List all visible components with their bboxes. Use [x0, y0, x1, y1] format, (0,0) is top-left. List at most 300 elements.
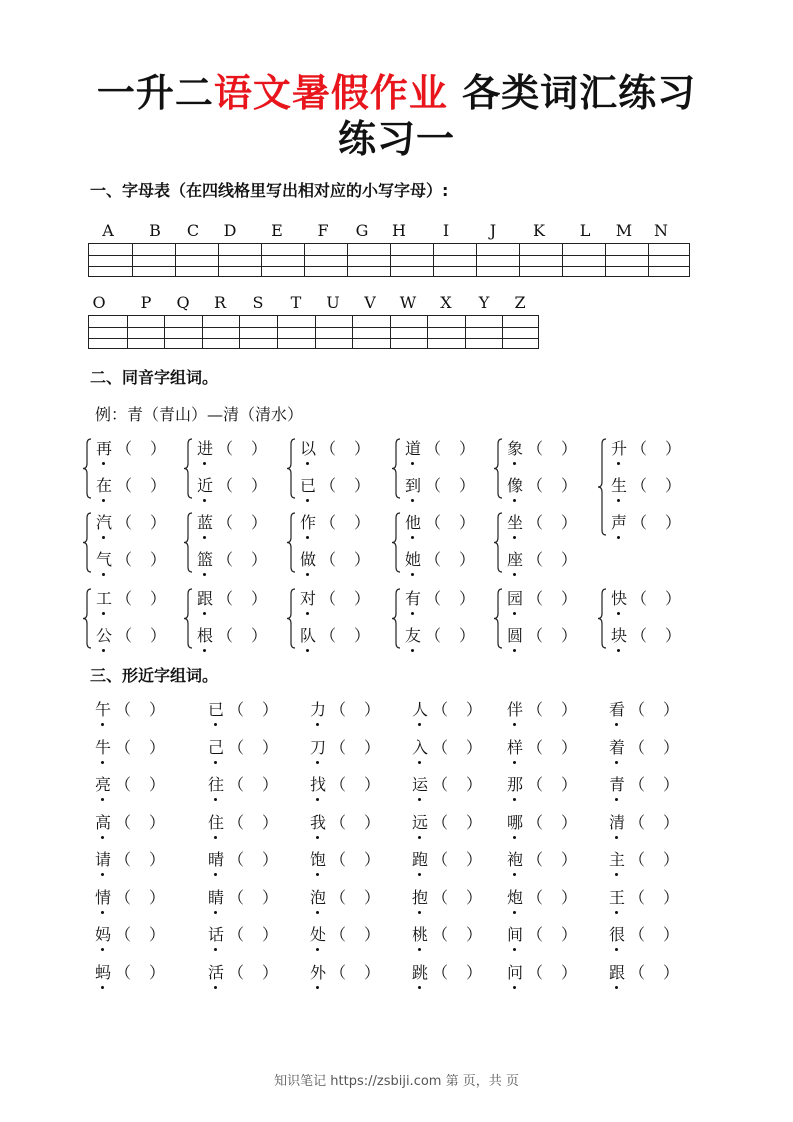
answer-parentheses[interactable]: （ ） [115, 589, 166, 608]
target-character: 跑 [411, 850, 428, 869]
word-blank [410, 888, 484, 908]
target-character: 远 [411, 812, 428, 832]
answer-parentheses[interactable]: （ ） [431, 887, 482, 907]
target-character: 伴 [506, 700, 523, 719]
target-character: 牛 [94, 737, 111, 757]
alphabet-letter: T [290, 293, 302, 312]
section-3-heading: 三、形近字组词。 [90, 666, 219, 685]
word-blank [308, 775, 382, 795]
alphabet-letter: G [355, 221, 369, 240]
target-character: 往 [207, 775, 224, 794]
target-character: 他 [404, 513, 421, 532]
target-character: 根 [196, 626, 213, 645]
alphabet-letter: D [223, 221, 237, 240]
target-character: 样 [506, 737, 523, 757]
answer-parentheses[interactable]: （ ） [628, 775, 679, 794]
target-character: 跟 [196, 589, 213, 608]
answer-parentheses[interactable]: （ ） [319, 476, 370, 495]
grid-divider [605, 244, 606, 276]
word-blank [94, 589, 168, 609]
target-character: 主 [608, 850, 625, 869]
target-character: 清 [608, 812, 625, 832]
grid-divider [427, 316, 428, 348]
answer-parentheses[interactable]: （ ） [114, 700, 165, 719]
answer-parentheses[interactable]: （ ） [329, 737, 380, 757]
word-blank [609, 476, 683, 496]
answer-parentheses[interactable]: （ ） [319, 550, 370, 569]
answer-parentheses[interactable]: （ ） [526, 550, 577, 569]
word-blank [410, 925, 484, 945]
answer-parentheses[interactable]: （ ） [424, 513, 475, 532]
answer-parentheses[interactable]: （ ） [526, 439, 577, 458]
section-2-heading: 二、同音字组词。 [90, 368, 219, 387]
target-character: 睛 [207, 887, 224, 907]
word-blank [195, 626, 269, 646]
alphabet-letter: F [317, 221, 329, 240]
word-blank [607, 888, 681, 908]
alphabet-letter: K [533, 221, 545, 240]
alphabet-letter: V [364, 293, 376, 312]
alphabet-letter: I [442, 221, 450, 240]
grid-line [89, 338, 538, 339]
word-blank [410, 775, 484, 795]
alphabet-letter: O [92, 293, 106, 312]
word-blank [505, 476, 579, 496]
alphabet-letter: S [252, 293, 264, 312]
curly-brace [183, 588, 193, 649]
curly-brace [286, 588, 296, 649]
answer-parentheses[interactable]: （ ） [227, 925, 278, 944]
answer-parentheses[interactable]: （ ） [630, 439, 681, 458]
word-blank [94, 626, 168, 646]
answer-parentheses[interactable]: （ ） [630, 589, 681, 608]
answer-parentheses[interactable]: （ ） [526, 812, 577, 832]
target-character: 力 [309, 700, 326, 719]
target-character: 生 [610, 476, 627, 495]
curly-brace [391, 438, 401, 499]
answer-parentheses[interactable]: （ ） [319, 513, 370, 532]
alphabet-letter: H [392, 221, 406, 240]
answer-parentheses[interactable]: （ ） [329, 925, 380, 944]
answer-parentheses[interactable]: （ ） [628, 737, 679, 757]
answer-parentheses[interactable]: （ ） [628, 887, 679, 907]
answer-parentheses[interactable]: （ ） [227, 887, 278, 907]
word-blank [94, 439, 168, 459]
answer-parentheses[interactable]: （ ） [227, 775, 278, 794]
answer-parentheses[interactable]: （ ） [431, 700, 482, 719]
answer-parentheses[interactable]: （ ） [329, 812, 380, 832]
target-character: 请 [94, 850, 111, 869]
word-blank [505, 813, 579, 833]
answer-parentheses[interactable]: （ ） [114, 850, 165, 869]
answer-parentheses[interactable]: （ ） [216, 513, 267, 532]
word-blank [607, 813, 681, 833]
answer-parentheses[interactable]: （ ） [424, 589, 475, 608]
answer-parentheses[interactable]: （ ） [628, 812, 679, 832]
alphabet-letter: Y [478, 293, 490, 312]
target-character: 间 [506, 925, 523, 944]
grid-line [89, 266, 689, 267]
target-character: 入 [411, 737, 428, 757]
word-blank [93, 738, 167, 758]
target-character: 升 [610, 439, 627, 458]
word-blank [505, 888, 579, 908]
word-blank [93, 850, 167, 870]
grid-divider [127, 316, 128, 348]
alphabet-letter: W [399, 293, 417, 312]
answer-parentheses[interactable]: （ ） [329, 850, 380, 869]
word-blank [505, 775, 579, 795]
target-character: 园 [506, 589, 523, 608]
target-character: 以 [299, 439, 316, 458]
grid-divider [347, 244, 348, 276]
grid-divider [175, 244, 176, 276]
answer-parentheses[interactable]: （ ） [431, 737, 482, 757]
word-blank [93, 775, 167, 795]
grid-divider [433, 244, 434, 276]
answer-parentheses[interactable]: （ ） [628, 925, 679, 944]
word-blank [403, 626, 477, 646]
target-character: 已 [207, 700, 224, 719]
target-character: 炮 [506, 887, 523, 907]
target-character: 亮 [94, 775, 111, 794]
answer-parentheses[interactable]: （ ） [227, 812, 278, 832]
grid-divider [648, 244, 649, 276]
grid-divider [390, 244, 391, 276]
answer-parentheses[interactable]: （ ） [114, 775, 165, 794]
word-blank [308, 813, 382, 833]
target-character: 外 [309, 962, 326, 982]
grid-divider [132, 244, 133, 276]
answer-parentheses[interactable]: （ ） [424, 439, 475, 458]
target-character: 妈 [94, 925, 111, 944]
target-character: 友 [404, 626, 421, 645]
word-blank [206, 850, 280, 870]
answer-parentheses[interactable]: （ ） [227, 737, 278, 757]
grid-divider [476, 244, 477, 276]
answer-parentheses[interactable]: （ ） [526, 925, 577, 944]
target-character: 蓝 [196, 513, 213, 532]
word-blank [195, 550, 269, 570]
answer-parentheses[interactable]: （ ） [431, 812, 482, 832]
curly-brace [286, 438, 296, 499]
curly-brace [183, 438, 193, 499]
answer-parentheses[interactable]: （ ） [526, 775, 577, 794]
answer-parentheses[interactable]: （ ） [424, 626, 475, 645]
answer-parentheses[interactable]: （ ） [319, 439, 370, 458]
word-blank [403, 589, 477, 609]
target-character: 作 [299, 513, 316, 532]
word-blank [195, 439, 269, 459]
four-line-grid-2 [88, 315, 539, 349]
word-blank [609, 513, 683, 533]
word-blank [206, 738, 280, 758]
target-character: 问 [506, 962, 523, 982]
word-blank [607, 850, 681, 870]
word-blank [410, 850, 484, 870]
answer-parentheses[interactable]: （ ） [630, 626, 681, 645]
target-character: 蚂 [94, 962, 111, 982]
grid-divider [465, 316, 466, 348]
target-character: 道 [404, 439, 421, 458]
word-blank [206, 963, 280, 983]
target-character: 对 [299, 589, 316, 608]
alphabet-letter: R [213, 293, 227, 312]
example-line: 例：青（青山）—清（清水） [95, 405, 304, 424]
answer-parentheses[interactable]: （ ） [630, 513, 681, 532]
answer-parentheses[interactable]: （ ） [227, 962, 278, 982]
word-blank [607, 963, 681, 983]
alphabet-letter: N [654, 221, 668, 240]
answer-parentheses[interactable]: （ ） [628, 850, 679, 869]
title-part-2: 各类词汇练习 [447, 71, 697, 115]
target-character: 刀 [309, 737, 326, 757]
grid-divider [352, 316, 353, 348]
answer-parentheses[interactable]: （ ） [216, 476, 267, 495]
target-character: 块 [610, 626, 627, 645]
answer-parentheses[interactable]: （ ） [431, 962, 482, 982]
word-blank [505, 513, 579, 533]
word-blank [94, 550, 168, 570]
target-character: 到 [404, 476, 421, 495]
word-blank [609, 439, 683, 459]
target-character: 近 [196, 476, 213, 495]
answer-parentheses[interactable]: （ ） [431, 850, 482, 869]
curly-brace [391, 588, 401, 649]
alphabet-letter: L [579, 221, 591, 240]
answer-parentheses[interactable]: （ ） [628, 700, 679, 719]
word-blank [410, 813, 484, 833]
answer-parentheses[interactable]: （ ） [216, 439, 267, 458]
answer-parentheses[interactable]: （ ） [526, 626, 577, 645]
alphabet-letter: E [271, 221, 283, 240]
answer-parentheses[interactable]: （ ） [526, 589, 577, 608]
answer-parentheses[interactable]: （ ） [227, 700, 278, 719]
curly-brace [493, 512, 503, 573]
answer-parentheses[interactable]: （ ） [115, 476, 166, 495]
word-blank [308, 925, 382, 945]
curly-brace [493, 588, 503, 649]
answer-parentheses[interactable]: （ ） [424, 550, 475, 569]
target-character: 桃 [411, 925, 428, 944]
target-character: 跟 [608, 962, 625, 982]
word-blank [93, 700, 167, 720]
answer-parentheses[interactable]: （ ） [526, 962, 577, 982]
grid-divider [261, 244, 262, 276]
alphabet-letter: B [149, 221, 161, 240]
target-character: 已 [299, 476, 316, 495]
grid-divider [562, 244, 563, 276]
target-character: 着 [608, 737, 625, 757]
target-character: 公 [95, 626, 112, 645]
page-subtitle: 练习一 [337, 117, 455, 161]
word-blank [505, 963, 579, 983]
grid-line [89, 327, 538, 328]
answer-parentheses[interactable]: （ ） [526, 513, 577, 532]
answer-parentheses[interactable]: （ ） [216, 626, 267, 645]
curly-brace [82, 512, 92, 573]
target-character: 快 [610, 589, 627, 608]
answer-parentheses[interactable]: （ ） [628, 962, 679, 982]
answer-parentheses[interactable]: （ ） [526, 700, 577, 719]
grid-line [89, 255, 689, 256]
target-character: 跳 [411, 962, 428, 982]
title-part-1: 一升二 [96, 71, 214, 115]
answer-parentheses[interactable]: （ ） [114, 925, 165, 944]
word-blank [308, 700, 382, 720]
answer-parentheses[interactable]: （ ） [114, 812, 165, 832]
curly-brace [391, 512, 401, 573]
four-line-grid-1 [88, 243, 690, 277]
target-character: 坐 [506, 513, 523, 532]
word-blank [505, 589, 579, 609]
word-blank [505, 626, 579, 646]
target-character: 工 [95, 589, 112, 608]
target-character: 座 [506, 550, 523, 569]
curly-brace [597, 438, 607, 536]
target-character: 做 [299, 550, 316, 569]
curly-brace [493, 438, 503, 499]
answer-parentheses[interactable]: （ ） [216, 550, 267, 569]
answer-parentheses[interactable]: （ ） [431, 925, 482, 944]
answer-parentheses[interactable]: （ ） [216, 589, 267, 608]
target-character: 情 [94, 887, 111, 907]
target-character: 袍 [506, 850, 523, 869]
word-blank [403, 439, 477, 459]
word-blank [308, 850, 382, 870]
word-blank [505, 439, 579, 459]
answer-parentheses[interactable]: （ ） [526, 887, 577, 907]
answer-parentheses[interactable]: （ ） [630, 476, 681, 495]
alphabet-letter: A [102, 221, 114, 240]
word-blank [195, 476, 269, 496]
grid-divider [502, 316, 503, 348]
footer-watermark: 知识笔记 https://zsbiji.com 第 页，共 页 [274, 1074, 519, 1089]
word-blank [298, 439, 372, 459]
target-character: 饱 [309, 850, 326, 869]
word-blank [298, 513, 372, 533]
word-blank [195, 513, 269, 533]
answer-parentheses[interactable]: （ ） [114, 962, 165, 982]
answer-parentheses[interactable]: （ ） [431, 775, 482, 794]
word-blank [298, 476, 372, 496]
target-character: 午 [94, 700, 111, 719]
word-blank [505, 550, 579, 570]
target-character: 圆 [506, 626, 523, 645]
word-blank [94, 476, 168, 496]
target-character: 像 [506, 476, 523, 495]
target-character: 在 [95, 476, 112, 495]
target-character: 处 [309, 925, 326, 944]
answer-parentheses[interactable]: （ ） [526, 850, 577, 869]
answer-parentheses[interactable]: （ ） [319, 626, 370, 645]
target-character: 象 [506, 439, 523, 458]
target-character: 哪 [506, 812, 523, 832]
alphabet-letter: M [615, 221, 633, 240]
word-blank [206, 775, 280, 795]
word-blank [607, 700, 681, 720]
word-blank [403, 513, 477, 533]
word-blank [298, 626, 372, 646]
target-character: 抱 [411, 887, 428, 907]
target-character: 队 [299, 626, 316, 645]
answer-parentheses[interactable]: （ ） [227, 850, 278, 869]
target-character: 住 [207, 812, 224, 832]
grid-divider [277, 316, 278, 348]
alphabet-letter: X [440, 293, 452, 312]
target-character: 运 [411, 775, 428, 794]
word-blank [607, 775, 681, 795]
word-blank [410, 963, 484, 983]
answer-parentheses[interactable]: （ ） [319, 589, 370, 608]
target-character: 很 [608, 925, 625, 944]
word-blank [505, 700, 579, 720]
word-blank [94, 513, 168, 533]
word-blank [206, 888, 280, 908]
grid-divider [218, 244, 219, 276]
curly-brace [597, 588, 607, 649]
answer-parentheses[interactable]: （ ） [329, 962, 380, 982]
answer-parentheses[interactable]: （ ） [329, 775, 380, 794]
word-blank [93, 813, 167, 833]
target-character: 气 [95, 550, 112, 569]
target-character: 再 [95, 439, 112, 458]
curly-brace [183, 512, 193, 573]
target-character: 进 [196, 439, 213, 458]
word-blank [308, 963, 382, 983]
answer-parentheses[interactable]: （ ） [115, 550, 166, 569]
target-character: 话 [207, 925, 224, 944]
word-blank [403, 550, 477, 570]
alphabet-letter: P [140, 293, 152, 312]
word-blank [93, 888, 167, 908]
target-character: 找 [309, 775, 326, 794]
word-blank [403, 476, 477, 496]
answer-parentheses[interactable]: （ ） [115, 439, 166, 458]
answer-parentheses[interactable]: （ ） [424, 476, 475, 495]
word-blank [206, 700, 280, 720]
curly-brace [286, 512, 296, 573]
curly-brace [82, 588, 92, 649]
target-character: 声 [610, 513, 627, 532]
answer-parentheses[interactable]: （ ） [114, 737, 165, 757]
section-1-heading: 一、字母表（在四线格里写出相对应的小写字母）: [90, 181, 449, 200]
answer-parentheses[interactable]: （ ） [526, 737, 577, 757]
answer-parentheses[interactable]: （ ） [114, 887, 165, 907]
target-character: 晴 [207, 850, 224, 869]
word-blank [607, 925, 681, 945]
target-character: 那 [506, 775, 523, 794]
alphabet-letter: J [489, 221, 497, 240]
word-blank [609, 626, 683, 646]
word-blank [308, 888, 382, 908]
answer-parentheses[interactable]: （ ） [329, 700, 380, 719]
word-blank [308, 738, 382, 758]
answer-parentheses[interactable]: （ ） [115, 513, 166, 532]
answer-parentheses[interactable]: （ ） [526, 476, 577, 495]
target-character: 看 [608, 700, 625, 719]
word-blank [609, 589, 683, 609]
answer-parentheses[interactable]: （ ） [115, 626, 166, 645]
target-character: 高 [94, 812, 111, 832]
word-blank [93, 925, 167, 945]
target-character: 泡 [309, 887, 326, 907]
curly-brace [82, 438, 92, 499]
answer-parentheses[interactable]: （ ） [329, 887, 380, 907]
title-highlight: 语文暑假作业 [213, 71, 448, 115]
grid-divider [239, 316, 240, 348]
word-blank [607, 738, 681, 758]
